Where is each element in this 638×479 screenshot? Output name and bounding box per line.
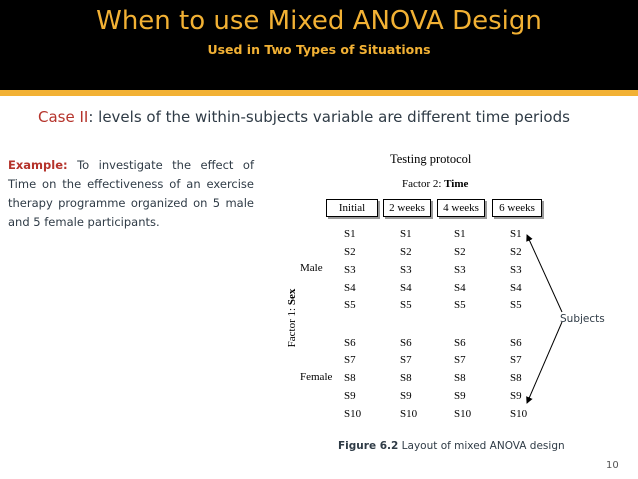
subject-cell: S7: [510, 354, 522, 366]
subject-cell: S6: [400, 337, 412, 349]
subject-cell: S9: [400, 390, 412, 402]
figure-caption: [338, 440, 565, 452]
subject-cell: S3: [344, 264, 356, 276]
subject-cell: S2: [344, 246, 356, 258]
subject-cell: S4: [344, 282, 356, 294]
subject-cell: S5: [400, 299, 412, 311]
caption-label: Figure 6.2: [338, 440, 399, 452]
subject-cell: S10: [454, 408, 472, 420]
subjects-label: Subjects: [560, 313, 605, 325]
subject-cell: S8: [510, 372, 522, 384]
subject-cell: S5: [344, 299, 356, 311]
arrow-to-male-subjects: [527, 235, 562, 312]
subject-cell: S3: [510, 264, 522, 276]
factor2-label: Factor 2: Time: [402, 178, 469, 190]
subject-cell: S7: [400, 354, 412, 366]
subject-cell: S3: [454, 264, 466, 276]
subject-cell: S4: [454, 282, 466, 294]
subject-cell: S1: [344, 228, 356, 240]
group-label-female: Female: [300, 371, 333, 383]
subject-cell: S8: [454, 372, 466, 384]
subject-cell: S7: [454, 354, 466, 366]
arrow-to-female-subjects: [527, 322, 562, 403]
factor2-name: Time: [444, 178, 469, 190]
caption-text: Layout of mixed ANOVA design: [398, 440, 565, 452]
subject-cell: S7: [344, 354, 356, 366]
time-level-2-weeks: 2 weeks: [383, 199, 431, 217]
subject-cell: S10: [400, 408, 418, 420]
page-number: 10: [606, 460, 619, 471]
subject-cell: S8: [400, 372, 412, 384]
slide-subtitle: Used in Two Types of Situations: [207, 42, 431, 57]
slide-title: When to use Mixed ANOVA Design: [96, 6, 542, 36]
subject-cell: S6: [510, 337, 522, 349]
factor1-name: Sex: [286, 288, 298, 306]
subject-cell: S9: [344, 390, 356, 402]
time-level-6-weeks: 6 weeks: [492, 199, 542, 217]
subject-cell: S2: [510, 246, 522, 258]
group-label-male: Male: [300, 262, 323, 274]
example-text: To investigate the effect of Time on the effectiveness of an exercise therapy programme organized on 5 male and 5 female participants.: [8, 158, 254, 229]
subject-cell: S8: [344, 372, 356, 384]
diagram-title: Testing protocol: [390, 152, 472, 166]
subject-cell: S6: [454, 337, 466, 349]
subject-cell: S2: [454, 246, 466, 258]
subject-cell: S4: [510, 282, 522, 294]
subject-cell: S1: [510, 228, 522, 240]
case-description: : levels of the within-subjects variable are different time periods: [88, 108, 570, 126]
subject-cell: S5: [510, 299, 522, 311]
subject-cell: S3: [400, 264, 412, 276]
subject-cell: S5: [454, 299, 466, 311]
subject-cell: S9: [510, 390, 522, 402]
subject-cell: S4: [400, 282, 412, 294]
subject-cell: S1: [400, 228, 412, 240]
time-level-4-weeks: 4 weeks: [437, 199, 485, 217]
subject-cell: S1: [454, 228, 466, 240]
subject-cell: S9: [454, 390, 466, 402]
case-label: Case II: [38, 108, 89, 126]
subject-cell: S2: [400, 246, 412, 258]
subject-cell: S10: [344, 408, 362, 420]
time-level-initial: Initial: [326, 199, 378, 217]
subject-cell: S10: [510, 408, 528, 420]
factor1-label: Factor 1: Sex: [286, 288, 298, 348]
example-label: Example:: [8, 158, 68, 172]
subject-cell: S6: [344, 337, 356, 349]
